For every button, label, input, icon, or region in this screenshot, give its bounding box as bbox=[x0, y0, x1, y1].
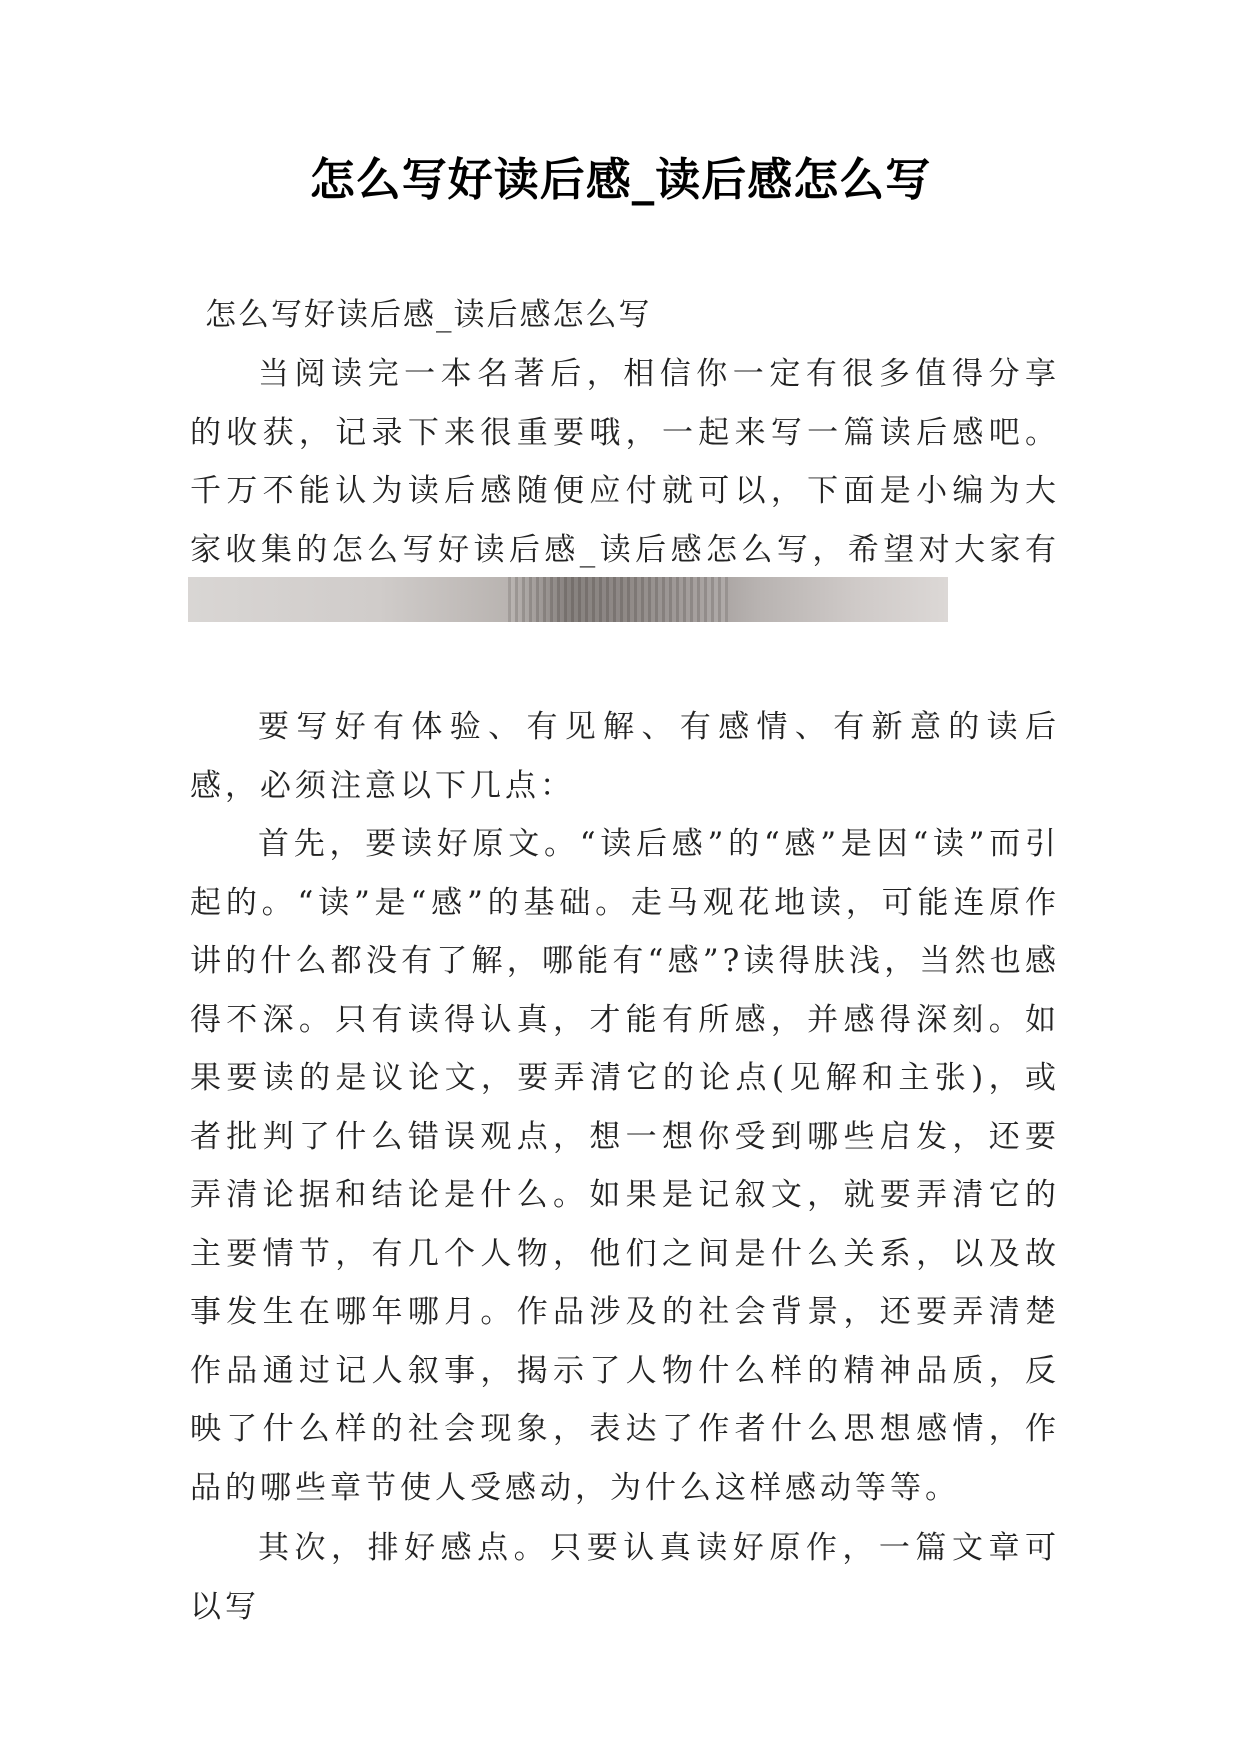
cropped-photo-image bbox=[188, 577, 948, 622]
paragraph-intro: 当阅读完一本名著后，相信你一定有很多值得分享的收获，记录下来很重要哦，一起来写一篇读后感吧。千万不能认为读后感随便应付就可以，下面是小编为大家收集的怎么写好读后感_读后感怎么写，希望对大家有 bbox=[190, 356, 1060, 568]
paragraph-first: 首先，要读好原文。“读后感”的“感”是因“读”而引起的。“读”是“感”的基础。走马观花地读，可能连原作讲的什么都没有了解，哪能有“感”?读得肤浅，当然也感得不深。只有读得认真，才能有所感，并感得深刻。如果要读的是议论文，要弄清它的论点(见解和主张)，或者批判了什么错误观点，想一想你受到哪些启发，还要弄清论据和结论是什么。如果是记叙文，就要弄清它的主要情节，有几个人物，他们之间是什么关系，以及故事发生在哪年哪月。作品涉及的社会背景，还要弄清楚作品通过记人叙事，揭示了人物什么样的精神品质，反映了什么样的社会现象，表达了作者什么思想感情，作品的哪些章节使人受感动，为什么这样感动等等。 bbox=[190, 826, 1060, 1506]
paragraph-points: 要写好有体验、有见解、有感情、有新意的读后感，必须注意以下几点： bbox=[190, 709, 1060, 804]
paragraph-second: 其次，排好感点。只要认真读好原作，一篇文章可以写 bbox=[190, 1530, 1060, 1625]
photo-texture bbox=[508, 577, 728, 622]
document-title: 怎么写好读后感_读后感怎么写 bbox=[309, 153, 932, 206]
document-subtitle: 怎么写好读后感_读后感怎么写 bbox=[205, 297, 652, 333]
